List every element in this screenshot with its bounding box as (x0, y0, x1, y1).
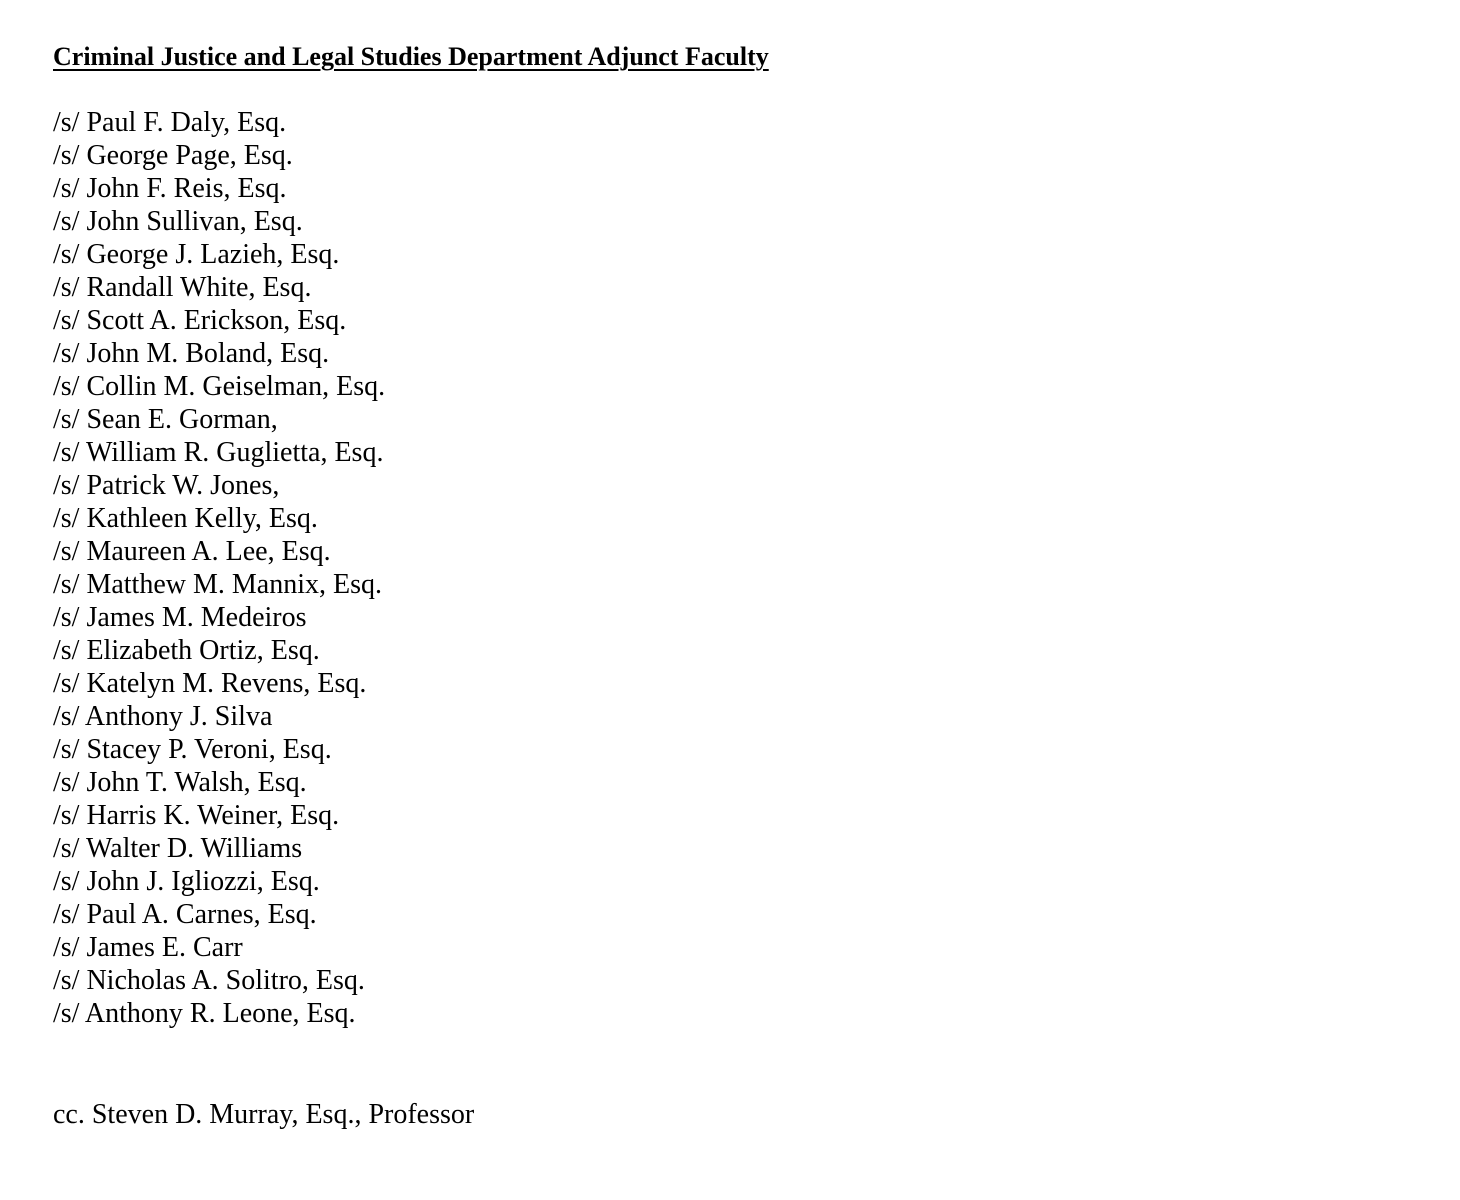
document-heading: Criminal Justice and Legal Studies Department Adjunct Faculty (53, 42, 769, 71)
signatory-line: /s/ John T. Walsh, Esq. (53, 767, 307, 798)
signatory-line: /s/ James M. Medeiros (53, 602, 307, 633)
signatory-line: /s/ Harris K. Weiner, Esq. (53, 800, 340, 831)
signatory-line: /s/ William R. Guglietta, Esq. (53, 437, 384, 468)
signatory-line: /s/ John M. Boland, Esq. (53, 338, 330, 369)
signatory-line: /s/ John F. Reis, Esq. (53, 173, 287, 204)
signatory-line: /s/ Matthew M. Mannix, Esq. (53, 569, 382, 600)
signatory-line: /s/ George J. Lazieh, Esq. (53, 239, 340, 270)
signatory-line: /s/ Patrick W. Jones, (53, 470, 280, 501)
signatory-line: /s/ James E. Carr (53, 932, 243, 963)
signatory-list (53, 106, 385, 1030)
signatory-line: /s/ Randall White, Esq. (53, 272, 312, 303)
signatory-line: /s/ Paul A. Carnes, Esq. (53, 899, 317, 930)
signatory-line: /s/ Stacey P. Veroni, Esq. (53, 734, 332, 765)
signatory-line: /s/ Collin M. Geiselman, Esq. (53, 371, 386, 402)
signatory-line: /s/ John J. Igliozzi, Esq. (53, 866, 320, 897)
cc-line: cc. Steven D. Murray, Esq., Professor (53, 1099, 475, 1130)
signatory-line: /s/ Walter D. Williams (53, 833, 303, 864)
signatory-line: /s/ Paul F. Daly, Esq. (53, 107, 287, 138)
signatory-line: /s/ Maureen A. Lee, Esq. (53, 536, 331, 567)
signatory-line: /s/ Nicholas A. Solitro, Esq. (53, 965, 365, 996)
signatory-line: /s/ John Sullivan, Esq. (53, 206, 303, 237)
signatory-line: /s/ Anthony J. Silva (53, 701, 273, 732)
signatory-line: /s/ Scott A. Erickson, Esq. (53, 305, 347, 336)
signatory-line: /s/ Anthony R. Leone, Esq. (53, 998, 356, 1029)
signatory-line: /s/ Elizabeth Ortiz, Esq. (53, 635, 320, 666)
signatory-line: /s/ Sean E. Gorman, (53, 404, 278, 435)
signatory-line: /s/ Kathleen Kelly, Esq. (53, 503, 318, 534)
signatory-line: /s/ Katelyn M. Revens, Esq. (53, 668, 367, 699)
signatory-line: /s/ George Page, Esq. (53, 140, 293, 171)
